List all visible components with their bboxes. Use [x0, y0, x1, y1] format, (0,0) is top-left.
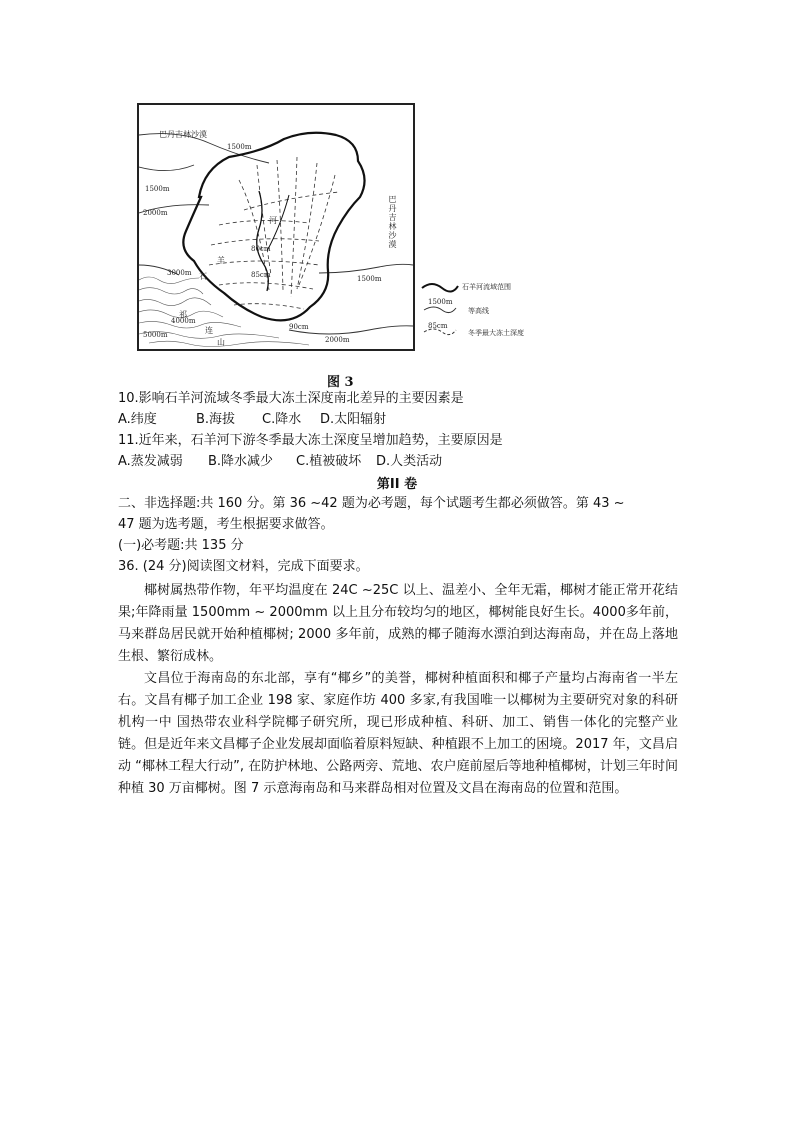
section-2-intro-line-1: 二、非选择题:共 160 分。第 36 ~42 题为必考题，每个试题考生都必须做答。第 43 ~ [118, 496, 625, 511]
river-label-char-2: 羊 [217, 256, 225, 265]
section-2-intro-line-2: 47 题为选考题，考生根据要求做答。 [118, 517, 334, 532]
frost-label-90: 90cm [289, 323, 309, 331]
mountain-label-shan: 山 [217, 338, 225, 347]
contour-label-1500-right: 1500m [357, 275, 382, 283]
legend-symbols [420, 278, 460, 342]
mountain-label-qi: 祁 [179, 310, 187, 319]
q11-stem: 11.近年来，石羊河下游冬季最大冻土深度呈增加趋势，主要原因是 [118, 433, 503, 448]
legend-frost-label: 冬季最大冻土深度 [468, 329, 524, 337]
frost-label-80: 80cm [251, 245, 271, 253]
q36-material-paragraph-2: 文昌位于海南岛的东北部，享有“椰乡”的美誉，椰树种植面积和椰子产量均占海南省一半左右。文昌有椰子加工企业 198 家、家庭作坊 400 多家,有我国唯一以椰树为主要研究对象的科研机构一中 国热带农业科学院椰子研究所，现已形成种植、科研、加工、销售一体化的完整产业链。但是近年来文昌椰子企业发展却面临着原料短缺、种植跟不上加工的困境。2017 年，文昌启动 “椰林工程大行动”, 在防护林地、公路两旁、荒地、农户庭前屋后等地种植椰树，计划三年时间种植 30 万亩椰树。图 7 示意海南岛和马来群岛相对位置及文昌在海南岛的位置和范围。 [118, 671, 678, 796]
frost-isolines [209, 157, 339, 309]
figure-3-map [137, 103, 415, 351]
contour-label-1500-top: 1500m [227, 143, 252, 151]
contour-label-2000-bottom: 2000m [325, 336, 350, 344]
legend-contour-label: 等高线 [468, 307, 489, 315]
basin-boundary [183, 133, 364, 321]
contour-label-5000: 5000m [143, 331, 168, 339]
required-questions-heading: (一)必考题:共 135 分 [118, 538, 244, 553]
contour-label-3000: 3000m [167, 269, 192, 277]
figure-caption: 图 3 [327, 375, 354, 390]
contour-label-4000: 4000m [171, 317, 196, 325]
q10-option-d: D.太阳辐射 [320, 412, 387, 427]
q11-option-c: C.植被破坏 [296, 454, 362, 469]
mountain-label-lian: 连 [205, 326, 213, 335]
q36-material-paragraph-1: 椰树属热带作物，年平均温度在 24C ~25C 以上、温差小、全年无霜，椰树才能正常开花结果;年降雨量 1500mm ~ 2000mm 以上且分布较均匀的地区，椰树能良好生长。4000多年前，马来群岛居民就开始种植椰树; 2000 多年前，成熟的椰子随海水漂泊到达海南岛，并在岛上落地生根、繁衍成林。 [118, 583, 678, 664]
q10-options [118, 411, 386, 429]
q10-stem: 10.影响石羊河流域冬季最大冻土深度南北差异的主要因素是 [118, 391, 464, 406]
q10-option-a: A.纬度 [118, 412, 157, 427]
frost-label-85: 85cm [251, 271, 271, 279]
q36-stem: 36. (24 分)阅读图文材料，完成下面要求。 [118, 559, 369, 574]
section-2-title: 第II 卷 [376, 477, 418, 492]
legend-contour-value: 1500m [428, 298, 453, 306]
q10-option-c: C.降水 [262, 412, 302, 427]
map-legend [420, 278, 560, 342]
q11-option-a: A.蒸发减弱 [118, 454, 183, 469]
q10-option-b: B.海拔 [196, 412, 236, 427]
contour-label-1500-left: 1500m [145, 185, 170, 193]
desert-label-nw: 巴丹吉林沙漠 [159, 130, 207, 139]
desert-label-east: 巴丹吉林沙漠 [388, 195, 397, 249]
river-label-char-3: 石 [199, 272, 207, 281]
river-label-char-1: 河 [269, 216, 277, 225]
q11-option-b: B.降水减少 [208, 454, 274, 469]
legend-basin-label: 石羊河流域范围 [462, 283, 511, 291]
q11-option-d: D.人类活动 [376, 454, 443, 469]
q11-options [118, 453, 442, 471]
contour-label-2000-left: 2000m [143, 209, 168, 217]
legend-frost-value: 85cm [428, 322, 448, 330]
